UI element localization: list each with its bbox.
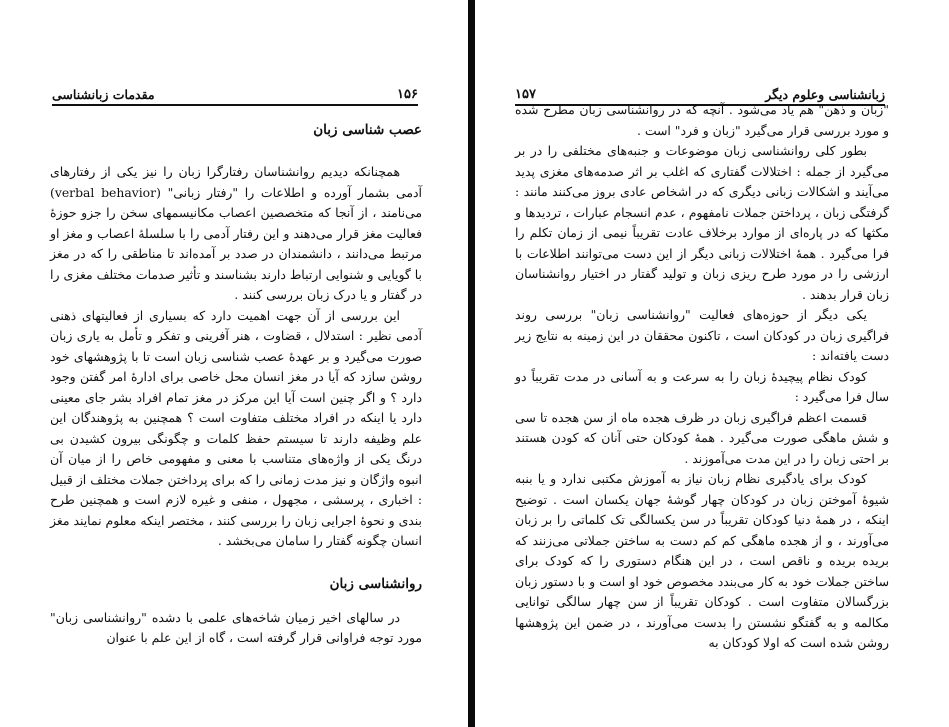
right-page-body <box>515 100 889 654</box>
left-running-title: مقدمات زبانشناسی <box>52 87 155 102</box>
paragraph: یکی دیگر از حوزه‌های فعالیت "روانشناسی زبان" بررسی روند فراگیری زبان در کودکان است ، تاکنون محققان در این زمینه به نتایج زیر دست یافته‌اند : <box>515 307 889 363</box>
section-heading-psycholinguistics: روانشناسی زبان <box>329 575 422 592</box>
left-page-header <box>52 80 418 106</box>
paragraph: در سالهای اخیر زمیان شاخه‌های علمی با دشده "روانشناسی زبان" مورد توجه فراوانی قرار گرفته است ، گاه از این علم با عنوان <box>50 609 422 645</box>
left-page <box>0 0 468 727</box>
paragraph: بطور کلی روانشناسی زبان موضوعات و جنبه‌های مختلفی را در بر می‌گیرد از جمله : اختلالات گفتاری که اغلب بر اثر صدمه‌های مغزی پدید می‌آیند و اشکالات زبانی دیگری که در اشخاص عادی بروز می‌کنند مانند : گرفتگی زبان ، پرداختن جملات نامفهوم ، عدم انسجام عبارات ، تردیدها و مکثها که در پاره‌ای از موارد برخلاف عادت تقریباً نیمی از زمان تکلم را فرا می‌گیرد . همهٔ اختلالات زبانی دیگر از این دست می‌توانند اطلاعات با ارزشی را در مورد طرح ریزی زبان و تولید گفتار در اختیار روانشناسان زبان قرار بدهند . <box>515 143 889 302</box>
left-page-number: ۱۵۶ <box>397 87 418 102</box>
left-page-body <box>50 120 422 649</box>
section-heading-neurolinguistics: عصب شناسی زبان <box>313 122 422 138</box>
right-running-title: زبانشناسی وعلوم دیگر <box>765 87 885 102</box>
paragraph: قسمت اعظم فراگیری زبان در ظرف هجده ماه از سن هجده تا سی و شش ماهگی صورت می‌گیرد . همهٔ کودکان حتی آنان که کودن هستند بر احتی زبان را در این مدت می‌آموزند . <box>515 409 889 466</box>
page-gutter <box>468 0 475 727</box>
paragraph: همچنانکه دیدیم روانشناسان رفتارگرا زبان را نیز یکی از رفتارهای آدمی بشمار آورده و اطلاعات را "رفتار زبانی" (verbal behavior) می‌نامند ، از آنجا که متخصصین اعصاب مکانیسمهای سخن را جزو حوزهٔ فعالیت مغز قرار می‌دهند و این رفتار آدمی را با سلسلهٔ اعصاب و مغز او مرتبط می‌دانند ، دانشمندان در صدد بر آمده‌اند تا مناطقی را که در مغز با گویایی و شنوایی ارتباط دارند بشناسند و تأثیر صدمات مختلف مغزی را در گفتار و یا درک زبان بررسی کنند . <box>50 164 422 302</box>
right-page-number: ۱۵۷ <box>515 87 536 102</box>
paragraph: این بررسی از آن جهت اهمیت دارد که بسیاری از فعالیتهای ذهنی آدمی نظیر : استدلال ، قضاوت ، هنر آفرینی و تفکر و تأمل به یاری زبان صورت می‌گیرد و بر عهدهٔ عصب شناسی زبان است تا با پژوهشهای خود روشن سازد که آیا در مغز انسان محل خاصی برای ادارهٔ امر گفتن وجود دارد ؟ و اگر چنین است آیا این مرکز در مغز تمام افراد بشر جای معینی دارد یا اینکه در افراد مختلف متفاوت است ؟ همچنین به پژوهندگان این علم وظیفه دارند تا سیستم حفظ کلمات و چگونگی بیرون کشیدن بی درنگ یکی از واژه‌های متناسب با معنی و مفهومی خاص را از میان آن انبوه واژگان و نیز مدت زمانی را که برای پرداختن جملات مختلف از قبیل : اخباری ، پرسشی ، مجهول ، منفی و غیره لازم است و همچنین طرح بندی و نحوهٔ اجرایی زبان را بررسی کنند ، مختصر اینکه معلوم نمایند مغز انسان چگونه گفتار را سامان می‌بخشد . <box>50 307 422 548</box>
right-page <box>475 0 949 727</box>
paragraph: کودک برای یادگیری نظام زبان نیاز به آموزش مکتبی ندارد و یا بنبه شیوهٔ آموختن زبان در کودکان چهار گوشهٔ جهان یکسان است . توضیح اینکه ، در همهٔ دنیا کودکان تقریباً در سن یکسالگی تک کلماتی را بر زبان می‌آورند ، و از هجده ماهگی کم کم دست به ساختن جملاتی می‌زنند که بریده بریده و ناقص است ، در این هنگام دستوری را که کودک برای ساختن جملات خود به کار می‌بندد مخصوص خود او است و با دستور زبان بزرگسالان متفاوت است . کودکان تقریباً از سن چهار سالگی توانایی مکالمه و به گفتگو نشستن را بدست می‌آورند ، در ضمن این پژوهشها روشن شده است که اولا کودکان به <box>515 471 889 650</box>
paragraph: کودک نظام پیچیدهٔ زبان را به سرعت و به آسانی در مدت تقریباً دو سال فرا می‌گیرد : <box>515 368 889 404</box>
paragraph: "زبان و ذهن" هم یاد می‌شود . آنچه که در روانشناسی زبان مطرح شده و مورد بررسی قرار می‌گیرد "زبان و فرد" است . <box>515 102 889 138</box>
